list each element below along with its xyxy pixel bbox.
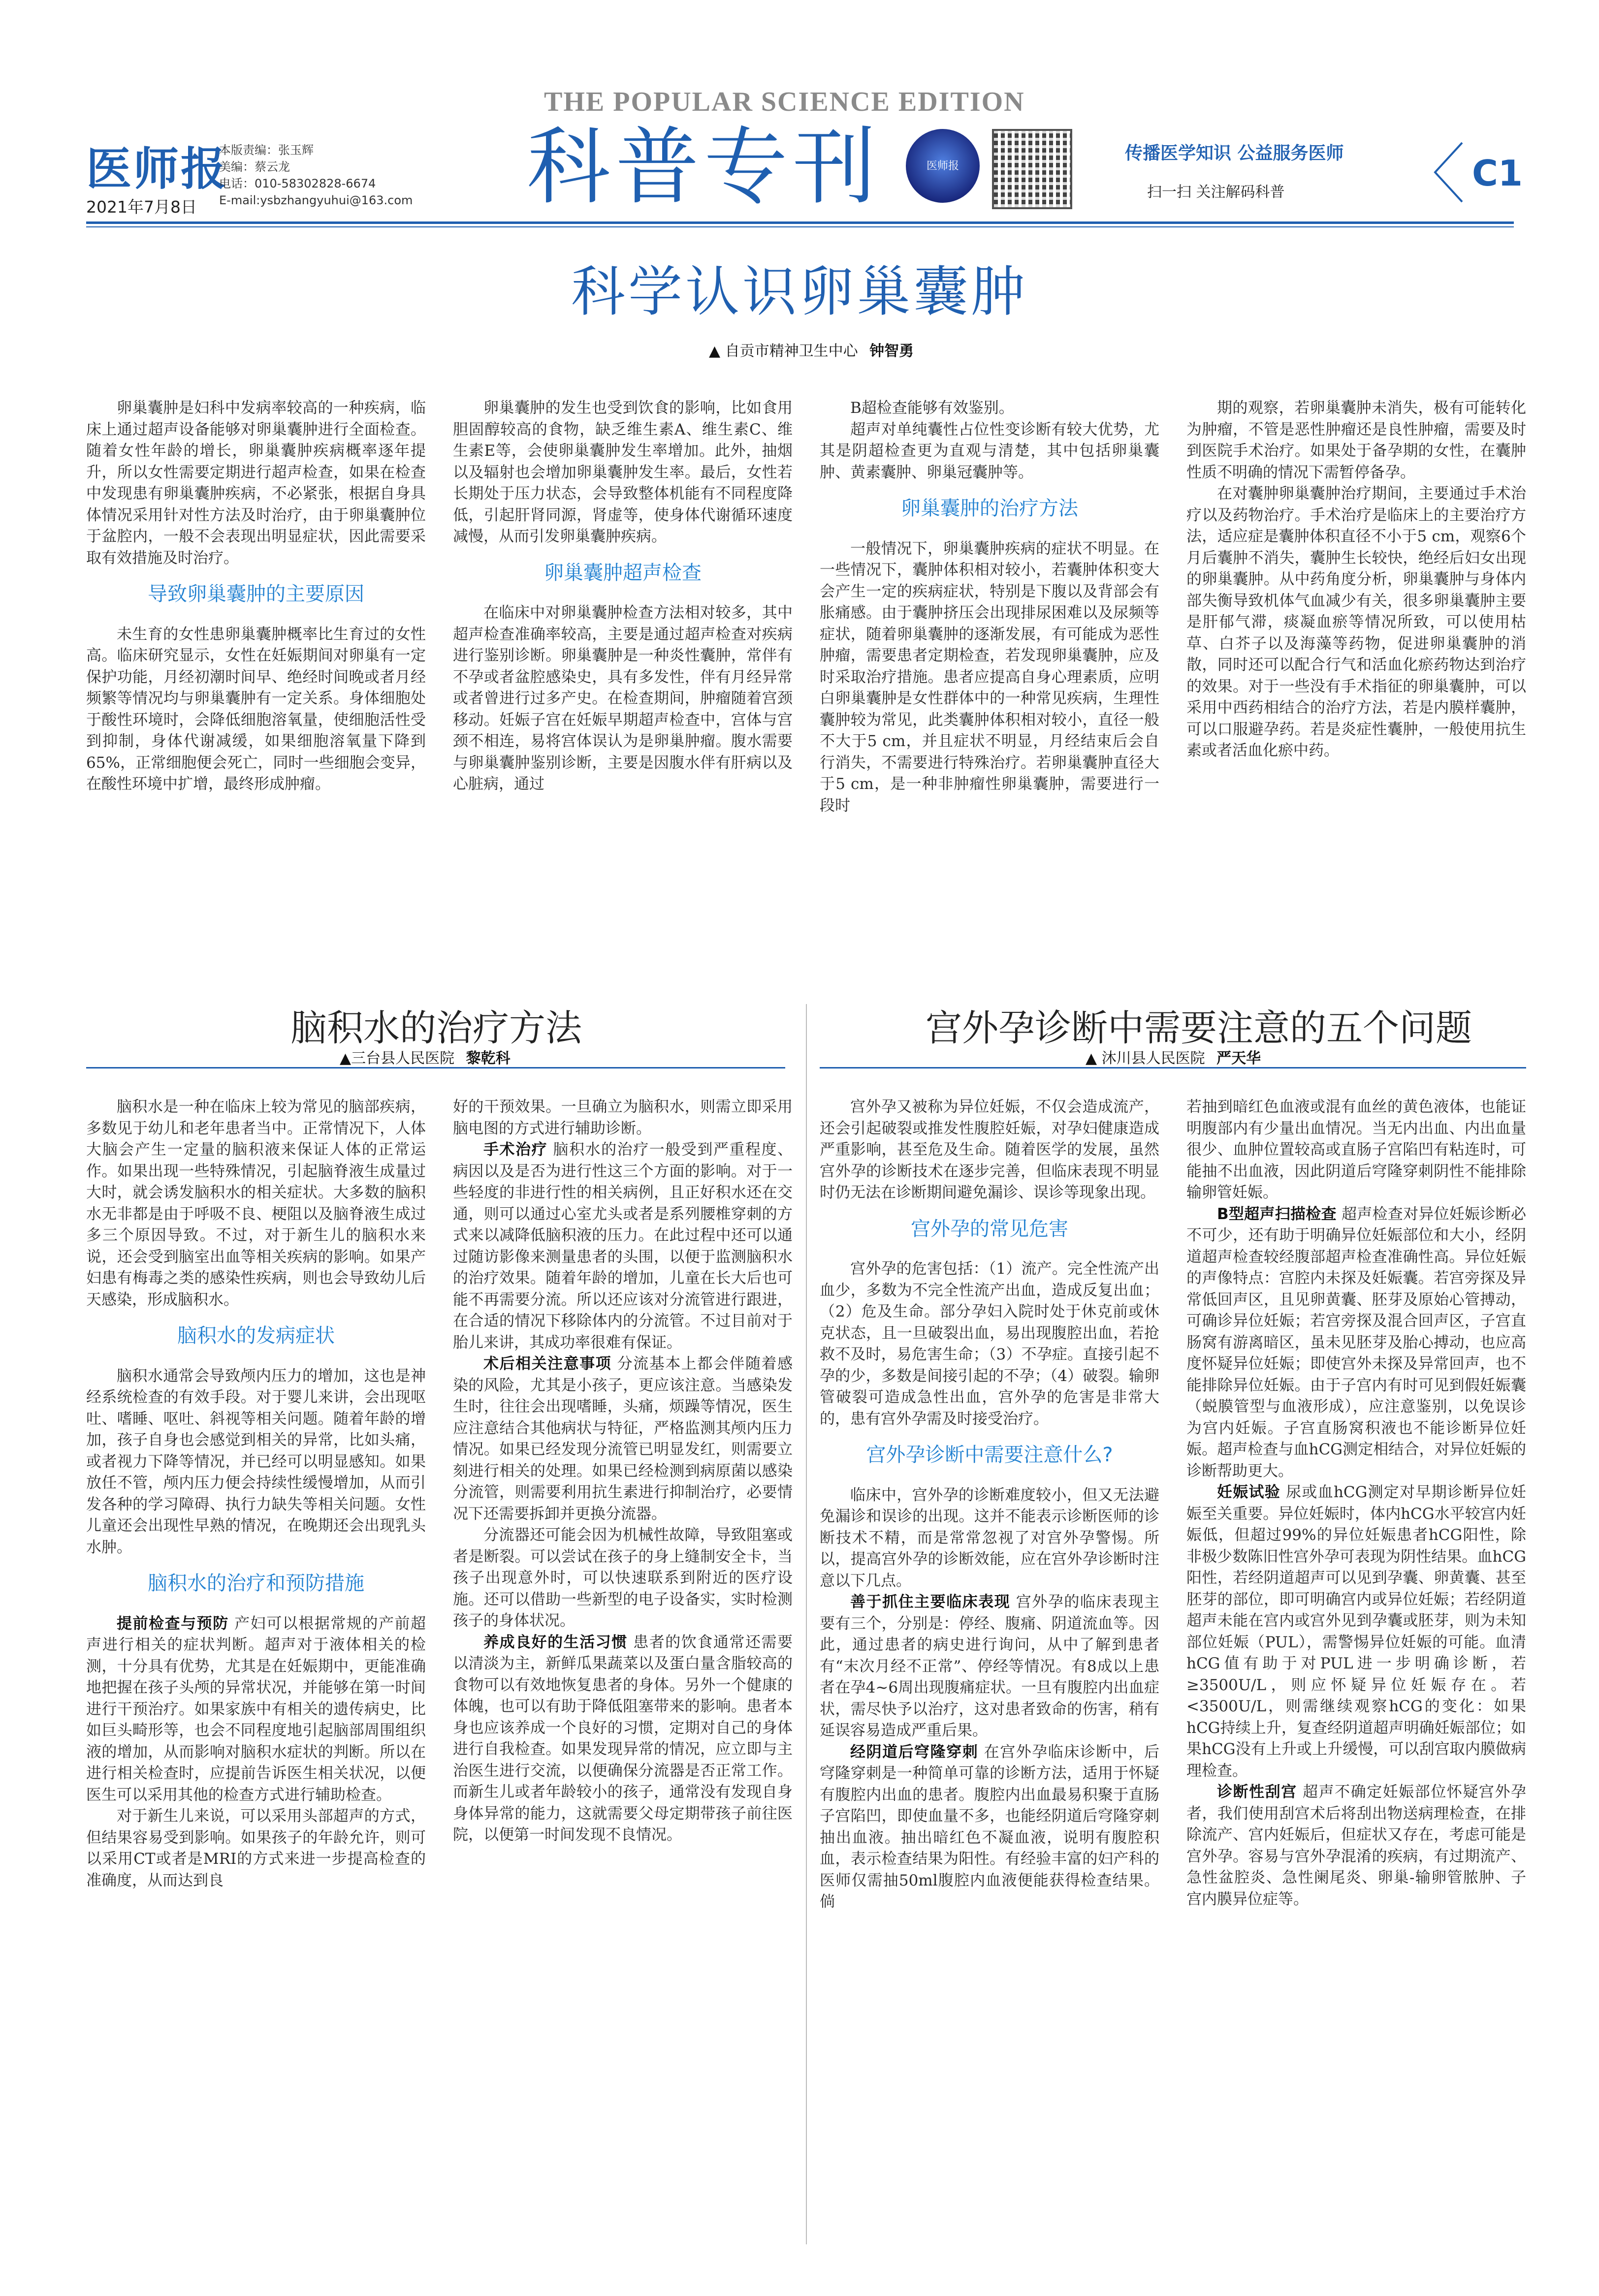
paragraph-text: 患者的饮食通常还需要以清淡为主，新鲜瓜果蔬菜以及蛋白量含脂较高的食物可以有效地恢复患者的身体。另外一个健康的体魄，也可以有助于降低阻塞带来的影响。患者本身也应该养成一个良好的习惯，定期对自己的身体进行自我检查。如果发现异常的情况，应立即与主治医生进行交流，以便确保分流器是否正常工作。而新生儿或者年龄较小的孩子，通常没有发现自身身体异常的能力，这就需要父母定期带孩子前往医院，以便第一时间发现不良情况。 [453,1633,793,1844]
scan-hint: 扫一扫 关注解码科普 [1147,184,1285,201]
paragraph [86,624,426,795]
article1-byline [709,339,914,360]
paragraph [86,1097,426,1311]
paragraph [820,398,1159,419]
paragraph-lead: 提前检查与预防 [117,1614,229,1633]
editor-info-line: 美编：蔡云龙 [219,160,290,174]
paragraph-text: 卵巢囊肿的发生也受到饮食的影响，比如食用胆固醇较高的食物，缺乏维生素A、维生素C、维生素E等，会使卵巢囊肿发生率增加。此外，抽烟以及辐射也会增加卵巢囊肿发生率。最后，女性若长期处于压力状态，会导致整体机能有不同程度降低，引起肝肾同源，肾虚等，使身体代谢循环速度减慢，从而引发卵巢囊肿疾病。 [453,399,793,545]
byline-affiliation: ▲ 沐川县人民医院 [1086,1050,1205,1067]
paragraph [820,1485,1159,1592]
subheading: 脑积水的发病症状 [177,1324,335,1347]
paragraph [1186,1482,1526,1782]
article3-byline [1086,1046,1261,1068]
article1-column-3 [820,398,1159,964]
header-rule-thin [86,226,1514,227]
header-rule [86,221,1514,224]
byline-author: 黎乾科 [466,1050,511,1067]
subheading: 导致卵巢囊肿的主要原因 [148,583,364,605]
badge-label: 医师报 [926,160,959,172]
paragraph-text: 产妇可以根据常规的产前超声进行相关的症状判断。超声对于液体相关的检测，十分具有优势，尤其是在妊娠期中，更能准确地把握在孩子头颅的异常状况，并能够在第一时间进行干预治疗。如果家族中有相关的遗传病史，比如巨头畸形等，也会不同程度地引起脑部周围组织液的增加，从而影响对脑积水症状的判断。所以在进行相关检查时，应提前告诉医生相关状况，以便医生可以采用其他的检查方式进行辅助检查。 [86,1614,426,1804]
byline-author: 钟智勇 [869,343,914,360]
paragraph-text: 在对囊肿卵巢囊肿治疗期间，主要通过手术治疗以及药物治疗。手术治疗是临床上的主要治疗方法，适应症是囊肿体积直径不小于5 cm，观察6个月后囊肿不消失，囊肿生长较快，绝经后妇女出现的卵巢囊肿。从中药角度分析，卵巢囊肿与身体内部失衡导致机体气血减少有关，很多卵巢囊肿主要是肝郁气滞，痰凝血瘀等情况所致，可以使用枯草、白芥子以及海藻等药物，促进卵巢囊肿的消散，同时还可以配合行气和活血化瘀药物达到治疗的效果。对于一些没有手术指征的卵巢囊肿，可以采用中西药相结合的治疗方法，若是内膜样囊肿，可以口服避孕药。若是炎症性囊肿，一般使用抗生素或者活血化瘀中药。 [1186,485,1526,759]
paragraph [1186,1204,1526,1482]
paragraph [1186,483,1526,762]
page-number: C1 [1472,153,1523,194]
paragraph [453,602,793,795]
editor-info-line: E-mail:ysbzhangyuhui@163.com [219,193,413,207]
byline-affiliation: ▲ 自贡市精神卫生中心 [709,343,858,360]
paragraph [820,419,1159,484]
subheading: 卵巢囊肿的治疗方法 [901,497,1078,520]
byline-author: 严天华 [1216,1050,1261,1067]
paragraph-text: 脑积水的治疗一般受到严重程度、病因以及是否为进行性这三个方面的影响。对于一些轻度的非进行性的相关病例，且正好积水还在交通，则可以通过心室尤头或者是系列腰椎穿刺的方式来以减降低脑积液的压力。在此过程中还可以通过随访影像来测量患者的头围，以便于监测脑积水的治疗效果。随着年龄的增加，儿童在长大后也可能不再需要分流。所以还应该对分流管进行跟进，在合适的情况下移除体内的分流管。不过目前对于胎儿来讲，其成功率很难有保证。 [453,1141,793,1352]
editor-info-line: 电话：010-58302828-6674 [219,177,376,190]
paragraph [1186,1097,1526,1204]
paragraph [453,398,793,548]
paragraph-text: 宫外孕的临床表现主要有三个，分别是：停经、腹痛、阴道流血等。因此，通过患者的病史进行询问，从中了解到患者有“末次月经不正常”、停经等情况。有8成以上患者在孕4~6周出现腹痛症状。一旦有腹腔内出血症状，需尽快予以治疗，这对患者致命的伤害，稍有延误容易造成严重后果。 [820,1593,1159,1739]
subheading: 卵巢囊肿超声检查 [544,561,702,584]
paragraph-text: 分流基本上都会伴随着感染的风险，尤其是小孩子，更应该注意。当感染发生时，往往会出现嗜睡，头痛，烦躁等情况，医生应注意结合其他病状与特征，严格监测其颅内压力情况。如果已经发现分流管已明显发红，则需要立刻进行相关的处理。如果已经检测到病原菌以感染分流管，则需要利用抗生素进行抑制治疗，必要情况下还需要拆卸并更换分流器。 [453,1355,793,1523]
paragraph-lead: 手术治疗 [483,1141,548,1159]
paragraph-text: 期的观察，若卵巢囊肿未消失，极有可能转化为肿瘤，不管是恶性肿瘤还是良性肿瘤，需要及时到医院手术治疗。如果处于备孕期的女性，在囊肿性质不明确的情况下需暂停备孕。 [1186,399,1526,481]
paragraph-text: 卵巢囊肿是妇科中发病率较高的一种疾病，临床上通过超声设备能够对卵巢囊肿进行全面检查。随着女性年龄的增长，卵巢囊肿疾病概率逐年提升，所以女性需要定期进行超声检查，如果在检查中发现患有卵巢囊肿疾病，不必紧张，根据自身具体情况采用针对性方法及时治疗，由于卵巢囊肿位于盆腔内，一般不会表现出明显症状，因此需要采取有效措施及时治疗。 [86,399,426,567]
paragraph [453,1353,793,1525]
issue-date: 2021年7月8日 [86,197,197,217]
paragraph [453,1097,793,1139]
paragraph [1186,1782,1526,1910]
paragraph-lead: 诊断性刮宫 [1217,1783,1297,1801]
subheading: 宫外孕的常见危害 [911,1217,1068,1240]
edition-label: THE POPULAR SCIENCE EDITION [544,87,1025,117]
paragraph-text: 脑积水是一种在临床上较为常见的脑部疾病，多数见于幼儿和老年患者当中。正常情况下，人体大脑会产生一定量的脑积液来保证人体的正常运作。如果出现一些特殊情况，引起脑脊液生成量过大时，就会诱发脑积水的相关症状。大多数的脑积水无非都是由于呼吸不良、梗阻以及脑脊液生成过多三个原因导致。不过，对于新生儿的脑积水来说，还会受到脑室出血等相关疾病的影响。如果产妇患有梅毒之类的感染性疾病，则也会导致幼儿后天感染，形成脑积水。 [86,1098,426,1309]
paragraph [86,1806,426,1891]
paragraph [453,1139,793,1353]
article1-column-4 [1186,398,1526,964]
article1-column-1 [86,398,426,964]
paragraph [820,1097,1159,1204]
paragraph [86,1613,426,1806]
article3-column-1 [820,1097,1159,2238]
editor-info-line: 本版责编：张玉辉 [219,143,314,157]
paragraph-text: 一般情况下，卵巢囊肿疾病的症状不明显。在一些情况下，囊肿体积相对较小，若囊肿体积变大会产生一定的疾病症状，特别是下腹以及背部会有胀痛感。由于囊肿挤压会出现排尿困难以及尿频等症状，随着卵巢囊肿的逐渐发展，有可能成为恶性肿瘤，需要患者定期检查，若发现卵巢囊肿，应及时采取治疗措施。患者应提高自身心理素质，应明白卵巢囊肿是女性群体中的一种常见疾病，生理性囊肿较为常见，此类囊肿体积相对较小，直径一般不大于5 cm，并且症状不明显，月经结束后会自行消失，不需要进行特殊治疗。若卵巢囊肿直径大于5 cm，是一种非肿瘤性卵巢囊肿，需要进行一段时 [820,539,1159,815]
paragraph-text: 若抽到暗红色血液或混有血丝的黄色液体，也能证明腹部内有少量出血情况。当无内出血、内出血量很少、血肿位置较高或直肠子宫陷凹有粘连时，可能抽不出血液，因此阴道后穹隆穿刺阴性不能排除输卵管妊娠。 [1186,1098,1526,1201]
paragraph-lead: 养成良好的生活习惯 [483,1633,628,1651]
paragraph-text: 在临床中对卵巢囊肿检查方法相对较多，其中超声检查准确率较高，主要是通过超声检查对疾病进行鉴别诊断。卵巢囊肿是一种炎性囊肿，常伴有不孕或者盆腔感染史，具有多发性，伴有月经异常或者曾进行过多产史。在检查期间，肿瘤随着宫颈移动。妊娠子宫在妊娠早期超声检查中，宫体与宫颈不相连，易将宫体误认为是卵巢肿瘤。腹水需要与卵巢囊肿鉴别诊断，主要是因腹水伴有肝病以及心脏病，通过 [453,604,793,793]
paragraph-text: 分流器还可能会因为机械性故障，导致阻塞或者是断裂。可以尝试在孩子的身上缝制安全卡，当孩子出现意外时，可以快速联系到附近的医疗设施。还可以借助一些新型的电子设备实，实时检测孩子的身体状况。 [453,1526,793,1630]
article2-column-2 [453,1097,793,2238]
paragraph-lead: 术后相关注意事项 [483,1355,612,1373]
paragraph-text: 对于新生儿来说，可以采用头部超声的方式，但结果容易受到影响。如果孩子的年龄允许，则可以采用CT或者是MRI的方式来进一步提高检查的准确度，从而达到良 [86,1807,426,1889]
paragraph-lead: B型超声扫描检查 [1217,1205,1337,1223]
paragraph-text: 在宫外孕临床诊断中，后穹隆穿刺是一种简单可靠的诊断方法，适用于怀疑有腹腔内出血的患者。腹腔内出血最易积聚于直肠子宫陷凹，即使血量不多，也能经阴道后穹隆穿刺抽出血液。抽出暗红色不凝血液，说明有腹腔积血，表示检查结果为阳性。有经验丰富的妇产科的医师仅需抽50ml腹腔内血液便能获得检查结果。倘 [820,1743,1159,1911]
paragraph [1186,398,1526,483]
article3-column-2 [1186,1097,1526,2238]
slogan: 传播医学知识 公益服务医师 [1125,143,1344,163]
paragraph [820,1258,1159,1430]
article2-byline [340,1046,511,1068]
column-divider [806,1004,807,2244]
paragraph-text: 尿或血hCG测定对早期诊断异位妊娠至关重要。异位妊娠时，体内hCG水平较宫内妊娠低，但超过99%的异位妊娠患者hCG阳性，除非极少数陈旧性宫外孕可表现为阴性结果。血hCG阳性，若经阴道超声可以见到孕囊、卵黄囊、甚至胚芽的部位，即可明确宫内或异位妊娠；若经阴道超声未能在宫内或宫外见到孕囊或胚芽，则为未知部位妊娠（PUL），需警惕异位妊娠的可能。血清hCG值有助于对PUL进一步明确诊断，若≥3500U/L，则应怀疑异位妊娠存在。若<3500U/L，则需继续观察hCG的变化：如果hCG持续上升，复查经阴道超声明确妊娠部位；如果hCG没有上升或上升缓慢，可以刮宫取内膜做病理检查。 [1186,1483,1526,1780]
paragraph-text: 超声检查对异位妊娠诊断必不可少，还有助于明确异位妊娠部位和大小，经阴道超声检查较经腹部超声检查准确性高。异位妊娠的声像特点：宫腔内未探及妊娠囊。若宫旁探及异常低回声区，且见卵黄囊、胚芽及原始心管搏动，可确诊异位妊娠；若宫旁探及混合回声区，子宫直肠窝有游离暗区，虽未见胚芽及胎心搏动，也应高度怀疑异位妊娠；即使宫外未探及异常回声，也不能排除异位妊娠。由于子宫内有时可见到假妊娠囊（蜕膜管型与血液形成），应注意鉴别，以免误诊为宫内妊娠。子宫直肠窝积液也不能诊断异位妊娠。超声检查与血hCG测定相结合，对异位妊娠的诊断帮助更大。 [1186,1205,1526,1480]
paragraph [453,1632,793,1846]
editor-info [219,142,413,209]
section-title: 科普专刊 [527,119,882,216]
newspaper-logo: 医师报 [86,142,228,195]
paragraph [820,1592,1159,1742]
paragraph [820,1742,1159,1913]
paragraph [820,538,1159,817]
paragraph-text: 好的干预效果。一旦确立为脑积水，则需立即采用脑电图的方式进行辅助诊断。 [453,1098,793,1137]
paragraph [86,398,426,569]
article3-title: 宫外孕诊断中需要注意的五个问题 [926,1007,1472,1049]
paragraph-lead: 妊娠试验 [1217,1483,1281,1501]
paragraph-text: 宫外孕又被称为异位妊娠，不仅会造成流产，还会引起破裂或推发性腹腔妊娠，对孕妇健康造成严重影响，甚至危及生命。随着医学的发展，虽然宫外孕的诊断技术在逐步完善，但临床表现不明显时仍无法在诊断期间避免漏诊、误诊等现象出现。 [820,1098,1159,1201]
paragraph-text: 超声不确定妊娠部位怀疑宫外孕者，我们使用刮宫术后将刮出物送病理检查，在排除流产、宫内妊娠后，但症状又存在，考虑可能是宫外孕。容易与宫外孕混淆的疾病，有过期流产、急性盆腔炎、急性阑尾炎、卵巢-输卵管脓肿、子宫内膜异位症等。 [1186,1783,1526,1908]
paragraph-text: 未生育的女性患卵巢囊肿概率比生育过的女性高。临床研究显示，女性在妊娠期间对卵巢有一定保护功能，月经初潮时间早、绝经时间晚或者月经频繁等情况均与卵巢囊肿有一定关系。身体细胞处于酸性环境时，会降低细胞溶氧量，使细胞活性受到抑制，身体代谢减缓，如果细胞溶氧量下降到65%，正常细胞便会死亡，同时一些细胞会变异，在酸性环境中扩增，最终形成肿瘤。 [86,625,426,793]
byline-affiliation: ▲三台县人民医院 [340,1050,455,1067]
subheading: 脑积水的治疗和预防措施 [148,1572,364,1595]
paragraph-text: B超检查能够有效鉴别。 [850,399,1014,417]
paragraph-lead: 善于抓住主要临床表现 [850,1593,1011,1611]
paragraph-text: 脑积水通常会导致颅内压力的增加，这也是神经系统检查的有效手段。对于婴儿来讲，会出现呕吐、嗜睡、呕吐、斜视等相关问题。随着年龄的增加，孩子自身也会感觉到相关的异常，比如头痛，或者视力下降等情况，并已经可以明显感知。如果放任不管，颅内压力便会持续性缓慢增加，从而引发各种的学习障碍、执行力缺失等相关问题。女性儿童还会出现性早熟的情况，在晚期还会出现乳头水肿。 [86,1367,426,1556]
paragraph [86,1366,426,1559]
paragraph [453,1525,793,1632]
article1-column-2 [453,398,793,964]
paragraph-text: 超声对单纯囊性占位性变诊断有较大优势，尤其是阴超检查更为直观与清楚，其中包括卵巢囊肿、黄素囊肿、卵巢冠囊肿等。 [820,420,1159,481]
subheading: 宫外孕诊断中需要注意什么? [866,1444,1113,1466]
article1-title: 科学认识卵巢囊肿 [571,260,1028,323]
qr-code-pattern [994,131,1070,207]
article2-title: 脑积水的治疗方法 [290,1007,582,1049]
paragraph-text: 宫外孕的危害包括：（1）流产。完全性流产出血少，多数为不完全性流产出血，造成反复出血；（2）危及生命。部分孕妇入院时处于休克前或休克状态，且一旦破裂出血，易出现腹腔出血，若抢救不及时，易危害生命；（3）不孕症。直接引起不孕的少，多数是间接引起的不孕；（4）破裂。输卵管破裂可造成急性出血，宫外孕的危害是非常大的，患有宫外孕需及时接受治疗。 [820,1260,1159,1428]
paragraph-text: 临床中，宫外孕的诊断难度较小，但又无法避免漏诊和误诊的出现。这并不能表示诊断医师的诊断技术不精，而是常常忽视了对宫外孕警惕。所以，提高宫外孕的诊断效能，应在宫外孕诊断时注意以下几点。 [820,1486,1159,1590]
paragraph-lead: 经阴道后穹隆穿刺 [850,1743,979,1761]
chevron-left-icon [1428,140,1467,204]
article2-column-1 [86,1097,426,2238]
